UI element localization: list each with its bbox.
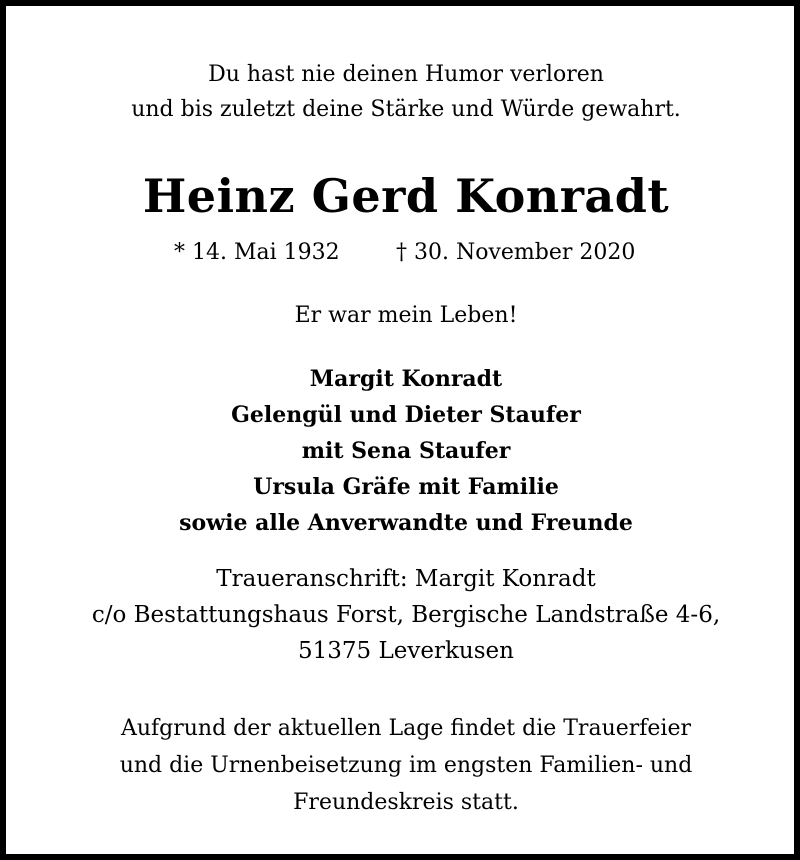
death-date: † 30. November 2020 — [396, 240, 636, 265]
address-line-1: Traueranschrift: Margit Konradt — [216, 566, 596, 592]
notice-line-2: und die Urnenbeisetzung im engsten Familien- und — [119, 753, 693, 778]
intro-line-1: Du hast nie deinen Humor verloren — [208, 62, 604, 87]
notice-line-1: Aufgrund der aktuellen Lage findet die Trauerfeier — [120, 716, 692, 741]
mourner-line: sowie alle Anverwandte und Freunde — [179, 510, 633, 536]
notice-line-3: Freundeskreis statt. — [293, 790, 519, 815]
tagline: Er war mein Leben! — [294, 303, 518, 328]
address-line-3: 51375 Leverkusen — [298, 638, 514, 664]
intro-line-2: und bis zuletzt deine Stärke und Würde gewahrt. — [131, 97, 681, 122]
address-line-2: c/o Bestattungshaus Forst, Bergische Landstraße 4-6, — [91, 602, 721, 628]
deceased-name: Heinz Gerd Konradt — [142, 169, 670, 223]
mourner-line: mit Sena Staufer — [301, 438, 511, 464]
mourner-line: Margit Konradt — [309, 366, 503, 392]
birth-date: * 14. Mai 1932 — [174, 240, 340, 265]
mourner-line: Ursula Gräfe mit Familie — [253, 474, 559, 500]
mourner-line: Gelengül und Dieter Staufer — [231, 402, 581, 428]
